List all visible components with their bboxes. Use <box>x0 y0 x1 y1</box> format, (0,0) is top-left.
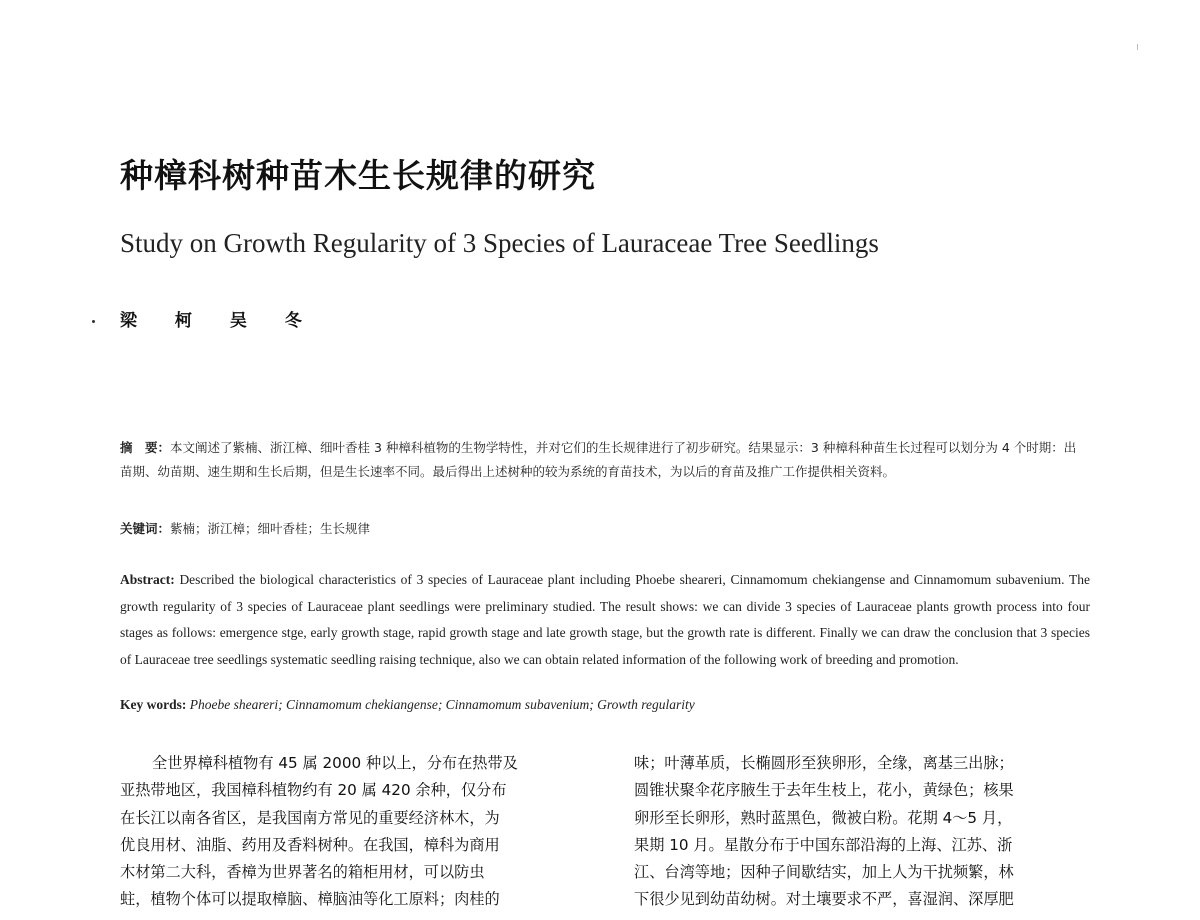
body-line: 木材第二大科，香樟为世界著名的箱柜用材，可以防虫 <box>120 863 485 882</box>
abstract-chinese-text: 本文阐述了紫楠、浙江樟、细叶香桂 3 种樟科植物的生物学特性，并对它们的生长规律进行了初步研究。结果显示：3 种樟科种苗生长过程可以划分为 4 个时期：出苗期、幼苗期、速生期和生长后期，但是生长速率不同。最后得出上述树种的较为系统的育苗技术，为以后的育苗及推广工作提供相关资料。 <box>120 440 1077 479</box>
paper-title-english: Study on Growth Regularity of 3 Species of Lauraceae Tree Seedlings <box>120 228 879 258</box>
body-line: 优良用材、油脂、药用及香料树种。在我国，樟科为商用 <box>120 835 500 854</box>
abstract-chinese <box>120 436 1088 484</box>
body-line: 卵形至长卵形，熟时蓝黑色，微被白粉。花期 4～5 月， <box>634 808 1013 827</box>
abstract-english <box>120 567 1090 673</box>
body-column-left <box>120 750 580 914</box>
keywords-english-label: Key words: <box>120 697 187 712</box>
body-line: 果期 10 月。星散分布于中国东部沿海的上海、江苏、浙 <box>634 835 1013 854</box>
margin-dot <box>92 320 95 323</box>
abstract-chinese-label: 摘 要： <box>120 440 171 455</box>
body-line: 蛀，植物个体可以提取樟脑、樟脑油等化工原料；肉桂的 <box>120 890 500 909</box>
body-line: 下很少见到幼苗幼树。对土壤要求不严，喜湿润、深厚肥 <box>634 890 1014 909</box>
authors: 梁 柯 吴 冬 <box>120 311 318 331</box>
body-line: 亚热带地区，我国樟科植物约有 20 属 420 余种，仅分布 <box>120 781 507 800</box>
keywords-english-text: Phoebe sheareri; Cinnamomum chekiangense; Cinnamomum subavenium; Growth regularity <box>189 697 695 712</box>
body-line: 圆锥状聚伞花序腋生于去年生枝上，花小，黄绿色；核果 <box>634 781 1014 800</box>
abstract-english-text: Described the biological characteristics of 3 species of Lauraceae plant including Phoebe sheareri, Cinnamomum chekiangense and Cinnamomum subavenium. The growth regularity of 3 species of Lauraceae plant seedlings were preliminary studied. The result shows: we can divide 3 species of Lauraceae plants growth process into four stages as follows: emergence stge, early growth stage, rapid growth stage and late growth stage, but the growth rate is different. Finally we can draw the conclusion that 3 species of Lauraceae tree seedlings systematic seedling raising technique, also we can obtain related information of the following work of breeding and promotion. <box>120 572 1090 667</box>
body-line: 在长江以南各省区，是我国南方常见的重要经济林木，为 <box>120 808 500 827</box>
keywords-chinese-text: 紫楠；浙江樟；细叶香桂；生长规律 <box>170 521 371 536</box>
paper-title-chinese: 种樟科树种苗木生长规律的研究 <box>120 156 596 195</box>
keywords-chinese <box>120 519 370 537</box>
body-column-right <box>634 750 1094 914</box>
body-line: 味；叶薄革质，长椭圆形至狭卵形，全缘，离基三出脉； <box>634 754 1014 772</box>
keywords-chinese-label: 关键词： <box>120 521 171 536</box>
page-edge-mark <box>1137 44 1138 50</box>
body-line: 全世界樟科植物有 45 属 2000 种以上，分布在热带及 <box>152 754 518 772</box>
abstract-english-label: Abstract: <box>120 572 175 587</box>
body-line: 江、台湾等地；因种子间歇结实，加上人为干扰频繁，林 <box>634 863 1014 882</box>
keywords-english <box>120 697 695 713</box>
